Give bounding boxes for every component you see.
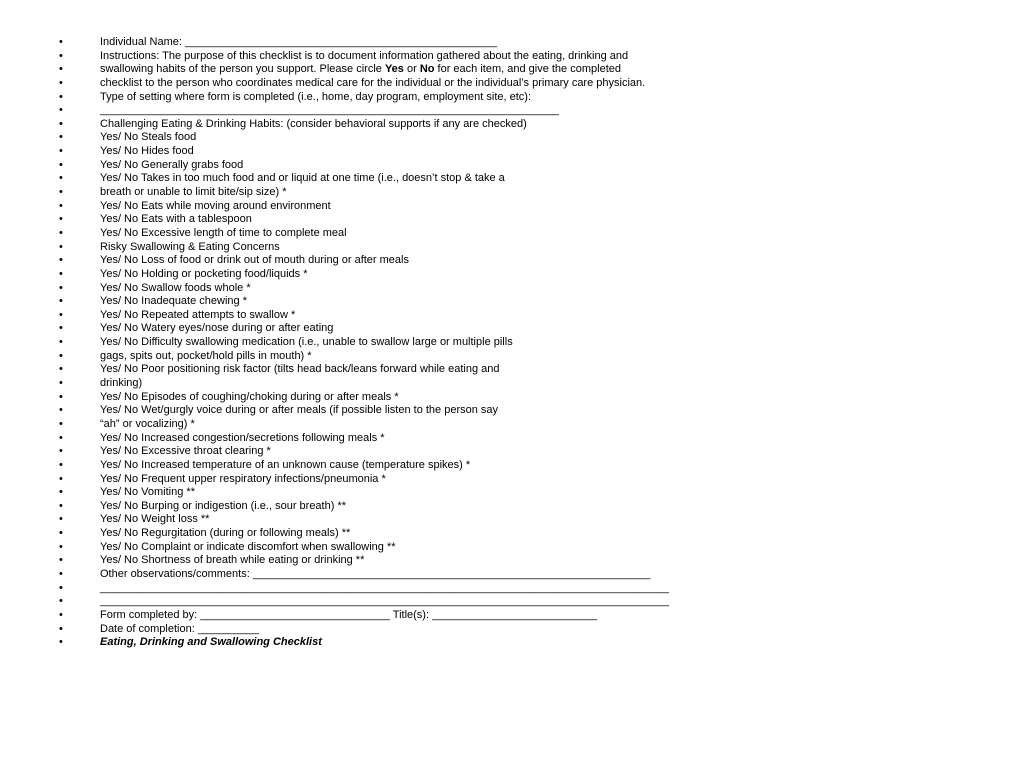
- line-text: checklist to the person who coordinates medical care for the individual or the individual’s primary care physician.: [100, 76, 646, 89]
- bullet-marker: •: [59, 581, 63, 594]
- bullet-marker: •: [59, 158, 63, 171]
- bullet-marker: •: [59, 608, 63, 621]
- bullet-marker: •: [59, 636, 63, 649]
- bullet-marker: •: [59, 213, 63, 226]
- list-item: [0, 568, 1024, 582]
- bullet-marker: •: [59, 240, 63, 253]
- bullet-marker: •: [59, 363, 63, 376]
- bullet-marker: •: [59, 417, 63, 430]
- list-item: [0, 200, 1024, 214]
- list-item: [0, 623, 1024, 637]
- line-text: Yes/ No Regurgitation (during or following meals) **: [100, 527, 351, 540]
- list-item: [0, 254, 1024, 268]
- line-text: Yes/ No Episodes of coughing/choking during or after meals *: [100, 390, 399, 403]
- list-item: [0, 473, 1024, 487]
- bullet-marker: •: [59, 63, 63, 76]
- no-emphasis: No: [419, 63, 435, 76]
- line-text: Yes/ No Complaint or indicate discomfort when swallowing **: [100, 540, 396, 553]
- line-text: Yes/ No Swallow foods whole *: [100, 281, 251, 294]
- bullet-marker: •: [59, 527, 63, 540]
- line-text: Challenging Eating & Drinking Habits: (consider behavioral supports if any are checked): [100, 117, 527, 130]
- line-text: Instructions: The purpose of this checklist is to document information gathered about the eating, drinking and: [100, 49, 629, 62]
- bullet-marker: •: [59, 145, 63, 158]
- line-text: Yes/ No Watery eyes/nose during or after eating: [100, 322, 334, 335]
- line-text: Yes/ No Takes in too much food and or liquid at one time (i.e., doesn’t stop & take a: [100, 172, 505, 185]
- bullet-marker: •: [59, 377, 63, 390]
- list-item: [0, 213, 1024, 227]
- bullet-marker: •: [59, 554, 63, 567]
- list-item: [0, 459, 1024, 473]
- list-item: [0, 77, 1024, 91]
- line-text: Yes/ No Difficulty swallowing medication (i.e., unable to swallow large or multiple pills: [100, 336, 513, 349]
- line-text: Yes/ No Eats while moving around environment: [100, 199, 331, 212]
- list-item: [0, 350, 1024, 364]
- list-item: [0, 268, 1024, 282]
- checklist-bullet-list: [0, 36, 1024, 650]
- bullet-marker: •: [59, 595, 63, 608]
- bullet-marker: •: [59, 349, 63, 362]
- bullet-marker: •: [59, 308, 63, 321]
- line-text: drinking): [100, 377, 143, 390]
- list-item: [0, 609, 1024, 623]
- bullet-marker: •: [59, 390, 63, 403]
- line-text: Yes/ No Frequent upper respiratory infections/pneumonia *: [100, 472, 386, 485]
- bullet-marker: •: [59, 499, 63, 512]
- list-item: [0, 131, 1024, 145]
- list-item: [0, 295, 1024, 309]
- list-item: [0, 432, 1024, 446]
- bullet-marker: •: [59, 295, 63, 308]
- list-item: [0, 336, 1024, 350]
- instructions-fragment: swallowing habits of the person you support. Please circle: [100, 63, 385, 76]
- bullet-marker: •: [59, 431, 63, 444]
- yes-emphasis: Yes: [384, 63, 404, 76]
- list-item: [0, 63, 1024, 77]
- bullet-marker: •: [59, 458, 63, 471]
- list-item: [0, 118, 1024, 132]
- bullet-marker: •: [59, 281, 63, 294]
- line-text: Yes/ No Loss of food or drink out of mouth during or after meals: [100, 254, 409, 267]
- line-text: breath or unable to limit bite/sip size) *: [100, 186, 287, 199]
- line-text: Yes/ No Wet/gurgly voice during or after meals (if possible listen to the person say: [100, 404, 499, 417]
- line-text: Yes/ No Increased temperature of an unknown cause (temperature spikes) *: [100, 458, 471, 471]
- list-item: [0, 145, 1024, 159]
- list-item: [0, 527, 1024, 541]
- list-item: [0, 418, 1024, 432]
- bullet-marker: •: [59, 226, 63, 239]
- bullet-marker: •: [59, 486, 63, 499]
- list-item: [0, 513, 1024, 527]
- line-text: Yes/ No Excessive throat clearing *: [100, 445, 271, 458]
- bullet-marker: •: [59, 186, 63, 199]
- instructions-fragment: or: [403, 63, 420, 76]
- line-text: Form completed by: _______________________________ Title(s): ___________________________: [100, 608, 598, 621]
- line-text: Yes/ No Steals food: [100, 131, 197, 144]
- instructions-fragment: for each item, and give the completed: [434, 63, 621, 76]
- list-item: [0, 404, 1024, 418]
- list-item: [0, 595, 1024, 609]
- line-text: Individual Name: ___________________________________________________: [100, 36, 497, 48]
- line-text: Other observations/comments: _________________________________________________________________: [100, 567, 651, 580]
- list-item: [0, 500, 1024, 514]
- bullet-marker: •: [59, 117, 63, 130]
- list-item: [0, 36, 1024, 50]
- list-item: [0, 172, 1024, 186]
- line-text: Yes/ No Holding or pocketing food/liquids *: [100, 267, 308, 280]
- list-item: [0, 391, 1024, 405]
- bullet-marker: •: [59, 404, 63, 417]
- bullet-marker: •: [59, 267, 63, 280]
- bullet-marker: •: [59, 322, 63, 335]
- bullet-marker: •: [59, 36, 63, 48]
- line-text: Yes/ No Hides food: [100, 145, 194, 158]
- list-item: [0, 554, 1024, 568]
- list-item: [0, 582, 1024, 596]
- bullet-marker: •: [59, 472, 63, 485]
- line-text: Risky Swallowing & Eating Concerns: [100, 240, 280, 253]
- bullet-marker: •: [59, 540, 63, 553]
- line-text: Yes/ No Eats with a tablespoon: [100, 213, 252, 226]
- checklist-title: Eating, Drinking and Swallowing Checklist: [100, 636, 322, 649]
- list-item: [0, 541, 1024, 555]
- bullet-marker: •: [59, 567, 63, 580]
- bullet-marker: •: [59, 254, 63, 267]
- line-text: _____________________________________________________________________________________________: [100, 595, 669, 608]
- line-text: Yes/ No Vomiting **: [100, 486, 195, 499]
- line-text: ___________________________________________________________________________: [100, 104, 559, 117]
- line-text: Yes/ No Poor positioning risk factor (tilts head back/leans forward while eating and: [100, 363, 500, 376]
- list-item: [0, 282, 1024, 296]
- bullet-marker: •: [59, 90, 63, 103]
- line-text: Yes/ No Shortness of breath while eating or drinking **: [100, 554, 365, 567]
- list-item: [0, 241, 1024, 255]
- bullet-marker: •: [59, 513, 63, 526]
- list-item: [0, 363, 1024, 377]
- list-item: [0, 50, 1024, 64]
- list-item: [0, 322, 1024, 336]
- line-text: Yes/ No Burping or indigestion (i.e., sour breath) **: [100, 499, 347, 512]
- list-item: [0, 104, 1024, 118]
- line-text: _____________________________________________________________________________________________: [100, 581, 669, 594]
- list-item: [0, 445, 1024, 459]
- bullet-marker: •: [59, 336, 63, 349]
- bullet-marker: •: [59, 104, 63, 117]
- list-item: [0, 377, 1024, 391]
- list-item: [0, 91, 1024, 105]
- list-item: [0, 186, 1024, 200]
- line-text: Date of completion: __________: [100, 622, 260, 635]
- list-item: [0, 159, 1024, 173]
- bullet-marker: •: [59, 172, 63, 185]
- list-item: [0, 636, 1024, 650]
- bullet-marker: •: [59, 49, 63, 62]
- bullet-marker: •: [59, 131, 63, 144]
- line-text: Yes/ No Inadequate chewing *: [100, 295, 247, 308]
- bullet-marker: •: [59, 76, 63, 89]
- bullet-marker: •: [59, 622, 63, 635]
- line-text: “ah” or vocalizing) *: [100, 417, 195, 430]
- line-text: Type of setting where form is completed (i.e., home, day program, employment site, etc):: [100, 90, 532, 103]
- line-text: Yes/ No Excessive length of time to complete meal: [100, 226, 347, 239]
- list-item: [0, 486, 1024, 500]
- bullet-marker: •: [59, 445, 63, 458]
- bullet-marker: •: [59, 199, 63, 212]
- list-item: [0, 227, 1024, 241]
- document-page: [0, 36, 1024, 650]
- line-text: Yes/ No Generally grabs food: [100, 158, 244, 171]
- line-text: Yes/ No Weight loss **: [100, 513, 210, 526]
- list-item: [0, 309, 1024, 323]
- line-text: Yes/ No Increased congestion/secretions following meals *: [100, 431, 385, 444]
- line-text: gags, spits out, pocket/hold pills in mouth) *: [100, 349, 312, 362]
- instructions-line: [100, 63, 621, 77]
- line-text: Yes/ No Repeated attempts to swallow *: [100, 308, 296, 321]
